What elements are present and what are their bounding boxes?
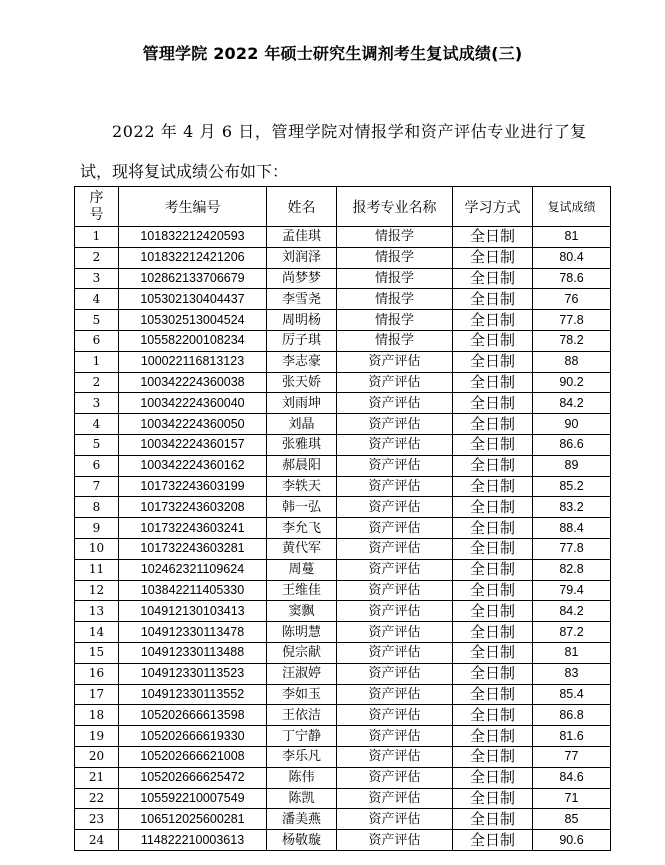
cell-major: 资产评估 <box>337 788 453 809</box>
cell-study-mode: 全日制 <box>453 351 533 372</box>
cell-score: 90 <box>533 414 611 435</box>
cell-score: 85 <box>533 809 611 830</box>
cell-candidate-id: 105302513004524 <box>119 310 267 331</box>
cell-study-mode: 全日制 <box>453 247 533 268</box>
table-row <box>75 351 611 372</box>
cell-study-mode: 全日制 <box>453 434 533 455</box>
cell-study-mode: 全日制 <box>453 289 533 310</box>
header-name: 姓名 <box>267 187 337 227</box>
cell-seq: 1 <box>75 351 119 372</box>
cell-study-mode: 全日制 <box>453 622 533 643</box>
table-row <box>75 663 611 684</box>
cell-major: 情报学 <box>337 330 453 351</box>
header-major: 报考专业名称 <box>337 187 453 227</box>
cell-name: 刘雨坤 <box>267 393 337 414</box>
cell-candidate-id: 105302130404437 <box>119 289 267 310</box>
cell-candidate-id: 105202666619330 <box>119 726 267 747</box>
cell-name: 李允飞 <box>267 518 337 539</box>
cell-candidate-id: 105592210007549 <box>119 788 267 809</box>
cell-seq: 14 <box>75 622 119 643</box>
cell-candidate-id: 101832212421206 <box>119 247 267 268</box>
cell-seq: 13 <box>75 601 119 622</box>
cell-score: 88.4 <box>533 518 611 539</box>
cell-seq: 2 <box>75 372 119 393</box>
cell-major: 资产评估 <box>337 434 453 455</box>
cell-score: 84.2 <box>533 601 611 622</box>
table-row <box>75 330 611 351</box>
cell-candidate-id: 105202666613598 <box>119 705 267 726</box>
cell-study-mode: 全日制 <box>453 518 533 539</box>
table-row <box>75 372 611 393</box>
table-row <box>75 746 611 767</box>
score-table <box>74 186 611 851</box>
cell-major: 资产评估 <box>337 455 453 476</box>
cell-major: 资产评估 <box>337 642 453 663</box>
cell-study-mode: 全日制 <box>453 393 533 414</box>
cell-major: 资产评估 <box>337 518 453 539</box>
cell-name: 王依洁 <box>267 705 337 726</box>
cell-seq: 6 <box>75 330 119 351</box>
cell-major: 资产评估 <box>337 372 453 393</box>
cell-score: 77.8 <box>533 538 611 559</box>
cell-major: 资产评估 <box>337 497 453 518</box>
cell-study-mode: 全日制 <box>453 642 533 663</box>
cell-study-mode: 全日制 <box>453 746 533 767</box>
cell-major: 资产评估 <box>337 580 453 601</box>
cell-major: 资产评估 <box>337 622 453 643</box>
cell-major: 资产评估 <box>337 559 453 580</box>
cell-score: 80.4 <box>533 247 611 268</box>
cell-score: 79.4 <box>533 580 611 601</box>
table-row <box>75 622 611 643</box>
cell-score: 89 <box>533 455 611 476</box>
cell-candidate-id: 104912330113478 <box>119 622 267 643</box>
cell-name: 倪宗献 <box>267 642 337 663</box>
cell-name: 陈明慧 <box>267 622 337 643</box>
cell-candidate-id: 102862133706679 <box>119 268 267 289</box>
cell-study-mode: 全日制 <box>453 310 533 331</box>
cell-candidate-id: 106512025600281 <box>119 809 267 830</box>
cell-score: 87.2 <box>533 622 611 643</box>
header-seq-line-1: 序 <box>89 189 104 206</box>
cell-score: 86.6 <box>533 434 611 455</box>
cell-major: 情报学 <box>337 247 453 268</box>
cell-study-mode: 全日制 <box>453 767 533 788</box>
cell-seq: 11 <box>75 559 119 580</box>
cell-major: 资产评估 <box>337 351 453 372</box>
cell-seq: 4 <box>75 289 119 310</box>
cell-name: 厉子琪 <box>267 330 337 351</box>
cell-name: 陈凯 <box>267 788 337 809</box>
cell-score: 88 <box>533 351 611 372</box>
table-header-row <box>75 187 611 227</box>
cell-name: 刘晶 <box>267 414 337 435</box>
cell-score: 90.6 <box>533 830 611 851</box>
cell-candidate-id: 104912330113488 <box>119 642 267 663</box>
cell-seq: 7 <box>75 476 119 497</box>
cell-score: 83 <box>533 663 611 684</box>
cell-seq: 8 <box>75 497 119 518</box>
cell-name: 刘润泽 <box>267 247 337 268</box>
cell-major: 资产评估 <box>337 663 453 684</box>
table-row <box>75 642 611 663</box>
table-row <box>75 559 611 580</box>
cell-major: 资产评估 <box>337 726 453 747</box>
table-row <box>75 788 611 809</box>
cell-score: 85.4 <box>533 684 611 705</box>
cell-seq: 24 <box>75 830 119 851</box>
cell-candidate-id: 101732243603208 <box>119 497 267 518</box>
table-row <box>75 497 611 518</box>
cell-seq: 23 <box>75 809 119 830</box>
table-row <box>75 289 611 310</box>
cell-name: 王维佳 <box>267 580 337 601</box>
cell-name: 丁宁静 <box>267 726 337 747</box>
cell-candidate-id: 104912330113523 <box>119 663 267 684</box>
cell-study-mode: 全日制 <box>453 809 533 830</box>
cell-candidate-id: 104912330113552 <box>119 684 267 705</box>
cell-candidate-id: 101732243603241 <box>119 518 267 539</box>
table-row <box>75 580 611 601</box>
intro-paragraph-line-2: 试，现将复试成绩公布如下： <box>80 162 289 181</box>
cell-name: 尚梦梦 <box>267 268 337 289</box>
cell-candidate-id: 105202666621008 <box>119 746 267 767</box>
table-row <box>75 227 611 248</box>
intro-paragraph-line-1: 2022 年 4 月 6 日，管理学院对情报学和资产评估专业进行了复 <box>112 122 587 141</box>
cell-candidate-id: 101732243603199 <box>119 476 267 497</box>
table-row <box>75 538 611 559</box>
table-row <box>75 684 611 705</box>
cell-score: 81.6 <box>533 726 611 747</box>
table-row <box>75 476 611 497</box>
cell-score: 71 <box>533 788 611 809</box>
cell-study-mode: 全日制 <box>453 455 533 476</box>
table-row <box>75 268 611 289</box>
cell-candidate-id: 100342224360038 <box>119 372 267 393</box>
cell-major: 情报学 <box>337 289 453 310</box>
cell-name: 韩一弘 <box>267 497 337 518</box>
cell-score: 76 <box>533 289 611 310</box>
cell-major: 资产评估 <box>337 393 453 414</box>
cell-name: 李轶天 <box>267 476 337 497</box>
cell-candidate-id: 100342224360040 <box>119 393 267 414</box>
cell-score: 77 <box>533 746 611 767</box>
cell-candidate-id: 100342224360050 <box>119 414 267 435</box>
cell-seq: 21 <box>75 767 119 788</box>
cell-name: 李雪尧 <box>267 289 337 310</box>
cell-name: 郝晨阳 <box>267 455 337 476</box>
cell-study-mode: 全日制 <box>453 580 533 601</box>
cell-score: 83.2 <box>533 497 611 518</box>
table-row <box>75 705 611 726</box>
cell-major: 资产评估 <box>337 705 453 726</box>
cell-name: 孟佳琪 <box>267 227 337 248</box>
cell-major: 情报学 <box>337 310 453 331</box>
cell-name: 窦飘 <box>267 601 337 622</box>
cell-study-mode: 全日制 <box>453 414 533 435</box>
cell-seq: 10 <box>75 538 119 559</box>
cell-major: 资产评估 <box>337 830 453 851</box>
cell-name: 黄代军 <box>267 538 337 559</box>
header-candidate-id: 考生编号 <box>119 187 267 227</box>
cell-major: 资产评估 <box>337 767 453 788</box>
cell-seq: 3 <box>75 268 119 289</box>
cell-study-mode: 全日制 <box>453 330 533 351</box>
header-study-mode: 学习方式 <box>453 187 533 227</box>
cell-candidate-id: 100022116813123 <box>119 351 267 372</box>
cell-score: 84.6 <box>533 767 611 788</box>
cell-seq: 2 <box>75 247 119 268</box>
table-body <box>75 227 611 851</box>
cell-study-mode: 全日制 <box>453 559 533 580</box>
cell-study-mode: 全日制 <box>453 705 533 726</box>
table-row <box>75 247 611 268</box>
header-score: 复试成绩 <box>533 187 611 227</box>
cell-seq: 16 <box>75 663 119 684</box>
table-row <box>75 434 611 455</box>
cell-seq: 5 <box>75 434 119 455</box>
cell-major: 情报学 <box>337 227 453 248</box>
cell-study-mode: 全日制 <box>453 227 533 248</box>
cell-study-mode: 全日制 <box>453 684 533 705</box>
cell-name: 杨敬璇 <box>267 830 337 851</box>
cell-name: 张天娇 <box>267 372 337 393</box>
cell-candidate-id: 105582200108234 <box>119 330 267 351</box>
cell-candidate-id: 103842211405330 <box>119 580 267 601</box>
cell-seq: 17 <box>75 684 119 705</box>
cell-study-mode: 全日制 <box>453 601 533 622</box>
cell-seq: 18 <box>75 705 119 726</box>
cell-seq: 19 <box>75 726 119 747</box>
cell-study-mode: 全日制 <box>453 476 533 497</box>
cell-seq: 5 <box>75 310 119 331</box>
cell-seq: 6 <box>75 455 119 476</box>
table-row <box>75 726 611 747</box>
cell-score: 82.8 <box>533 559 611 580</box>
cell-name: 潘美燕 <box>267 809 337 830</box>
cell-seq: 15 <box>75 642 119 663</box>
cell-candidate-id: 105202666625472 <box>119 767 267 788</box>
cell-study-mode: 全日制 <box>453 788 533 809</box>
cell-score: 81 <box>533 642 611 663</box>
cell-study-mode: 全日制 <box>453 830 533 851</box>
cell-major: 资产评估 <box>337 601 453 622</box>
cell-name: 李如玉 <box>267 684 337 705</box>
cell-major: 资产评估 <box>337 538 453 559</box>
cell-major: 资产评估 <box>337 684 453 705</box>
cell-study-mode: 全日制 <box>453 726 533 747</box>
cell-candidate-id: 101732243603281 <box>119 538 267 559</box>
cell-score: 78.2 <box>533 330 611 351</box>
cell-major: 资产评估 <box>337 746 453 767</box>
cell-study-mode: 全日制 <box>453 663 533 684</box>
cell-candidate-id: 114822210003613 <box>119 830 267 851</box>
cell-score: 90.2 <box>533 372 611 393</box>
table-row <box>75 830 611 851</box>
cell-candidate-id: 101832212420593 <box>119 227 267 248</box>
cell-score: 78.6 <box>533 268 611 289</box>
document-title: 管理学院 2022 年硕士研究生调剂考生复试成绩(三) <box>142 44 523 63</box>
cell-candidate-id: 102462321109624 <box>119 559 267 580</box>
cell-major: 资产评估 <box>337 476 453 497</box>
header-seq-line-2: 号 <box>89 206 104 223</box>
table-row <box>75 414 611 435</box>
cell-name: 李志豪 <box>267 351 337 372</box>
cell-name: 李乐凡 <box>267 746 337 767</box>
cell-score: 84.2 <box>533 393 611 414</box>
cell-seq: 3 <box>75 393 119 414</box>
table-row <box>75 393 611 414</box>
cell-name: 汪淑婷 <box>267 663 337 684</box>
cell-candidate-id: 104912130103413 <box>119 601 267 622</box>
cell-seq: 22 <box>75 788 119 809</box>
table-row <box>75 809 611 830</box>
cell-name: 周蔓 <box>267 559 337 580</box>
table-row <box>75 310 611 331</box>
cell-study-mode: 全日制 <box>453 372 533 393</box>
header-seq <box>75 187 119 227</box>
cell-name: 张雅琪 <box>267 434 337 455</box>
cell-score: 81 <box>533 227 611 248</box>
cell-score: 77.8 <box>533 310 611 331</box>
table-row <box>75 518 611 539</box>
cell-seq: 1 <box>75 227 119 248</box>
cell-score: 86.8 <box>533 705 611 726</box>
cell-major: 情报学 <box>337 268 453 289</box>
table-row <box>75 767 611 788</box>
cell-score: 85.2 <box>533 476 611 497</box>
cell-seq: 12 <box>75 580 119 601</box>
cell-name: 陈伟 <box>267 767 337 788</box>
cell-major: 资产评估 <box>337 414 453 435</box>
table-row <box>75 601 611 622</box>
cell-seq: 4 <box>75 414 119 435</box>
cell-seq: 20 <box>75 746 119 767</box>
cell-major: 资产评估 <box>337 809 453 830</box>
cell-candidate-id: 100342224360157 <box>119 434 267 455</box>
cell-study-mode: 全日制 <box>453 268 533 289</box>
cell-study-mode: 全日制 <box>453 497 533 518</box>
cell-study-mode: 全日制 <box>453 538 533 559</box>
table-row <box>75 455 611 476</box>
cell-candidate-id: 100342224360162 <box>119 455 267 476</box>
cell-name: 周明杨 <box>267 310 337 331</box>
cell-seq: 9 <box>75 518 119 539</box>
